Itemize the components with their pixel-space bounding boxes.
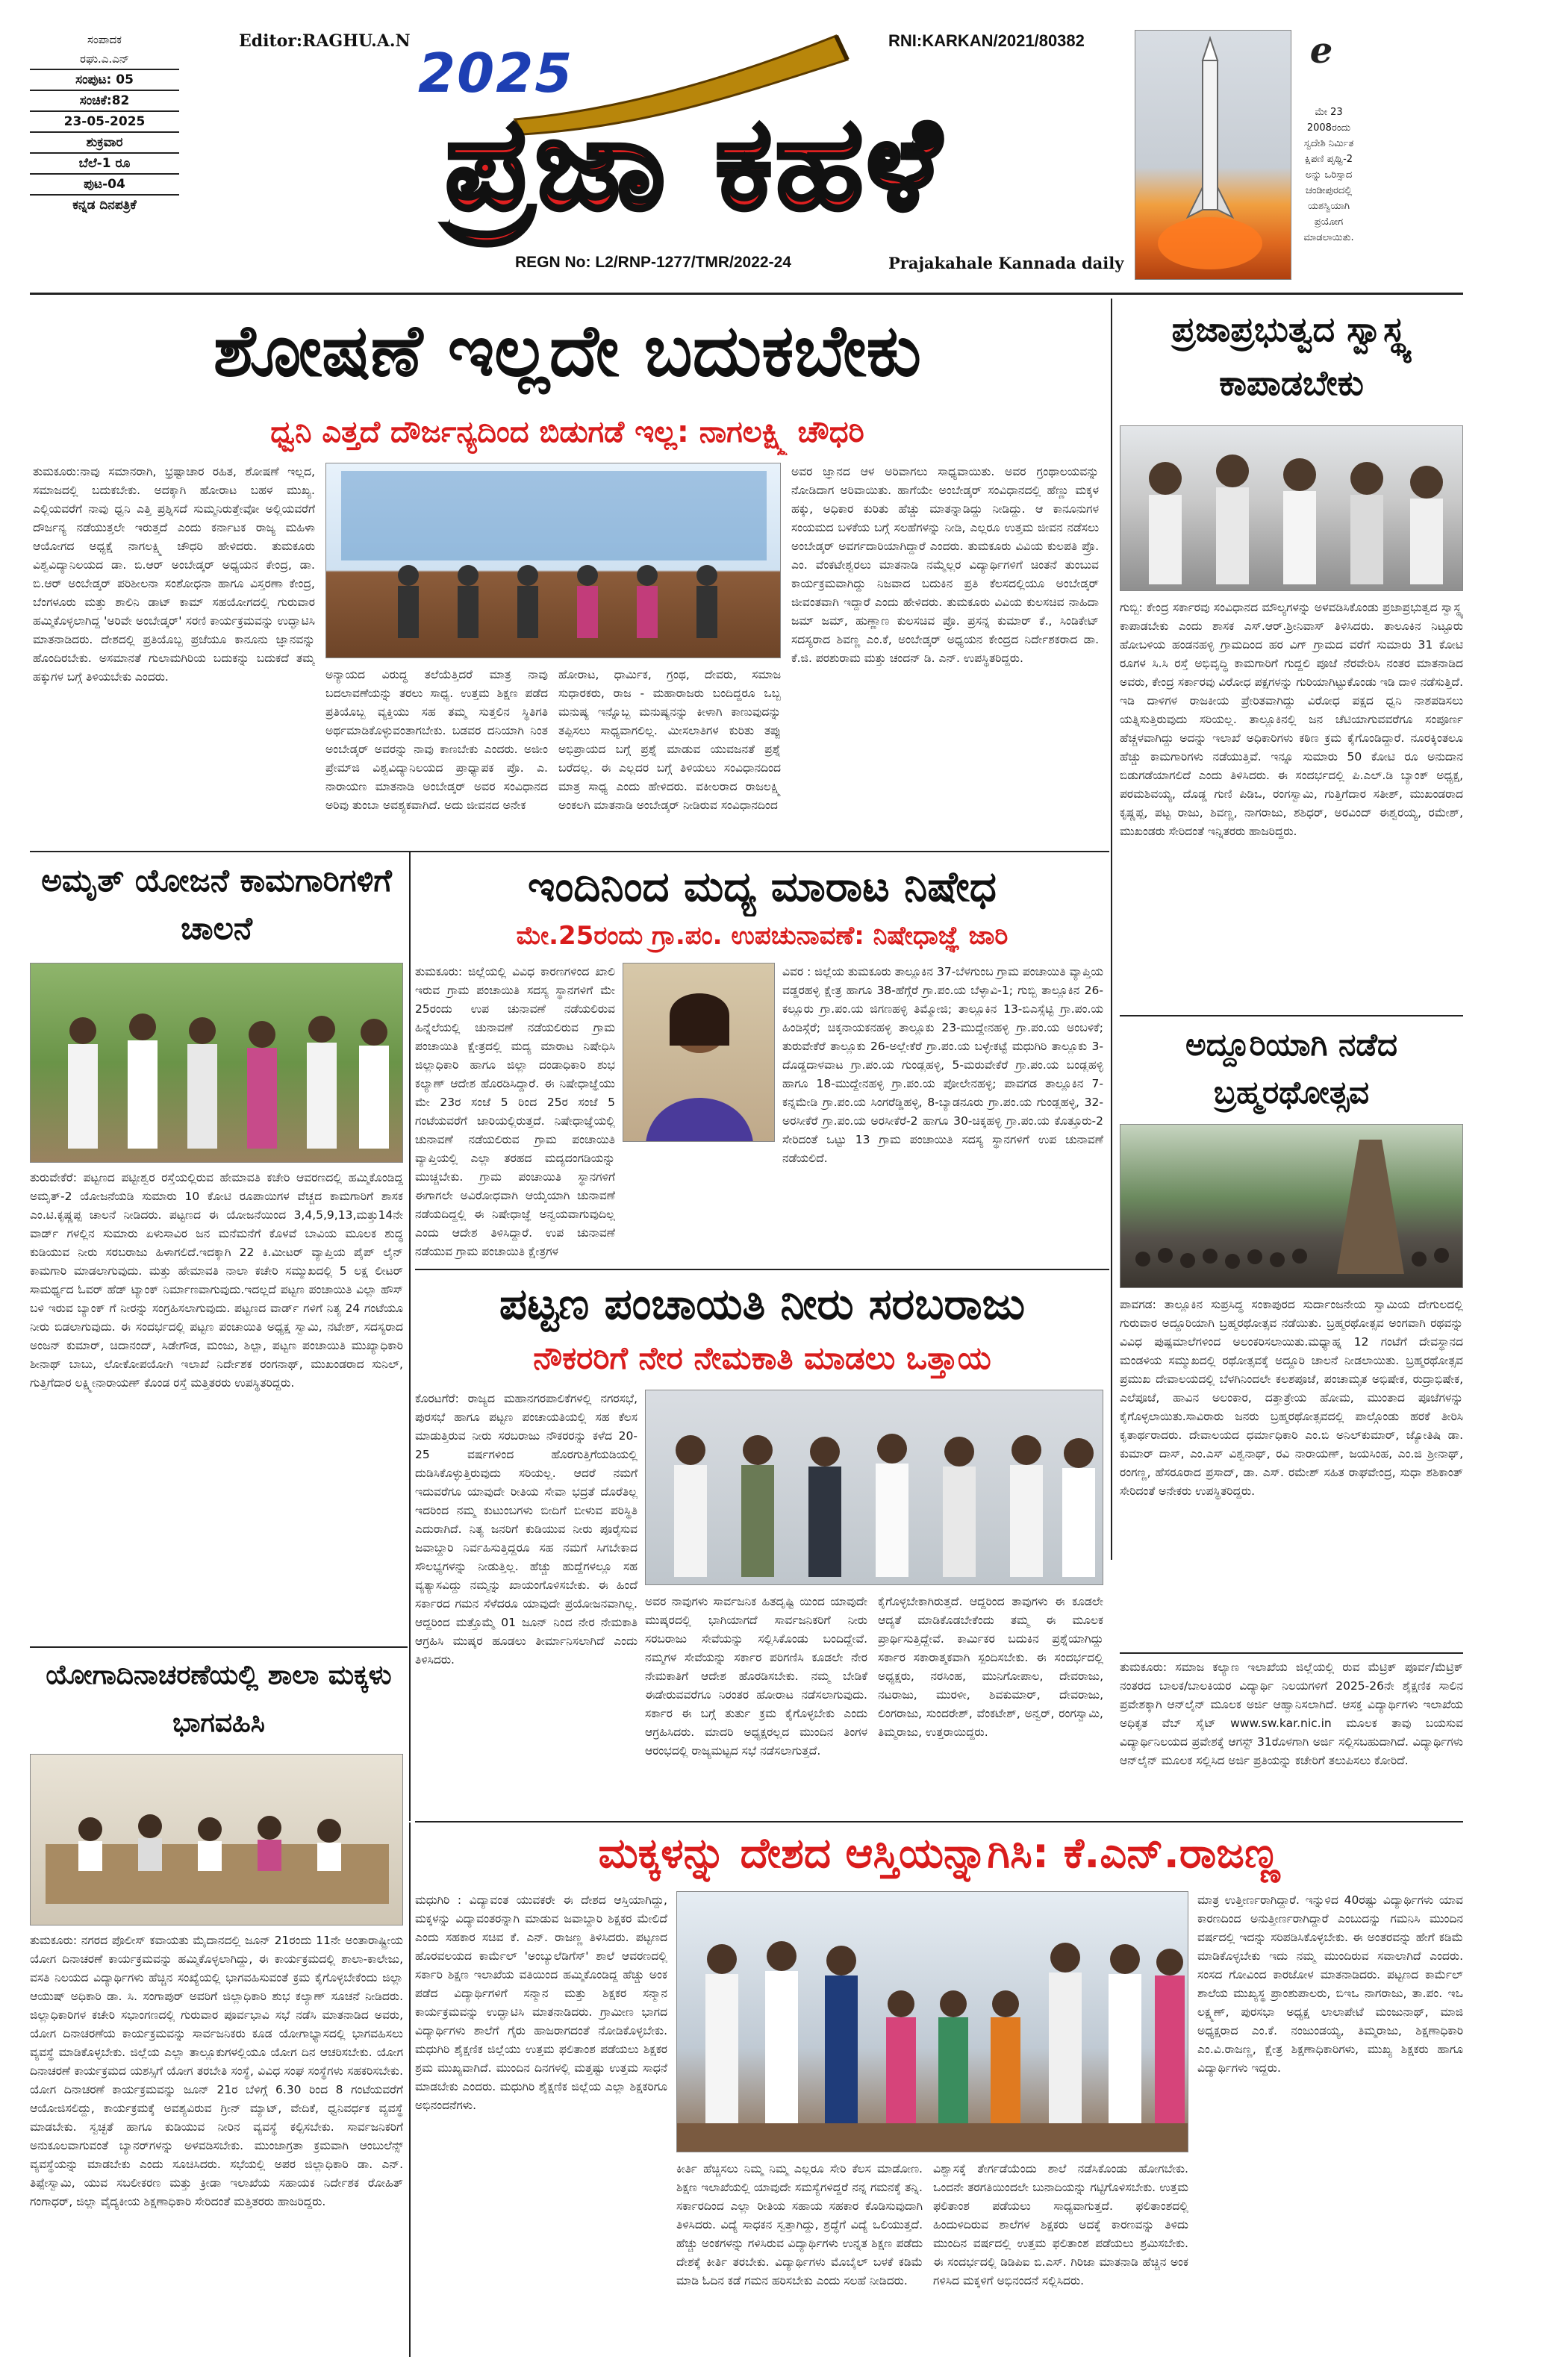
children-top-rule bbox=[415, 1821, 1463, 1823]
lead-subhead: ಧ್ವನಿ ಎತ್ತದೆ ದೌರ್ಜನ್ಯದಿಂದ ಬಿಡುಗಡೆ ಇಲ್ಲ: ನಾಗಲಕ್ಷ್ಮಿ ಚೌಧರಿ bbox=[270, 415, 864, 449]
children-col-1: ಮಧುಗಿರಿ : ವಿದ್ಯಾವಂತ ಯುವಕರೇ ಈ ದೇಶದ ಆಸ್ತಿಯಾಗಿದ್ದು, ಮಕ್ಕಳನ್ನು ವಿದ್ಯಾವಂತರನ್ನಾಗಿ ಮಾಡುವ ಜವಾಬ್ದಾರಿ ಶಿಕ್ಷಕರ ಮೇಲಿದೆ ಎಂದು ಸಹಕಾರ ಸಚಿವ ಕೆ. ಎನ್. ರಾಜಣ್ಣ ತಿಳಿಸಿದರು. ಪಟ್ಟಣದ ಹೊರವಲಯದ ಕಾರ್ಮೆಲ್ 'ಅಂಬ್ಯುಲೆಡಿಗೆಸ್' ಶಾಲೆ ಆವರಣದಲ್ಲಿ ಸರ್ಕಾರಿ ಶಿಕ್ಷಣ ಇಲಾಖೆಯ ವತಿಯಿಂದ ಹಮ್ಮಿಕೊಂಡಿದ್ದ ಹೆಚ್ಚು ಅಂಕ ಪಡೆದ ವಿದ್ಯಾರ್ಥಿಗಳಿಗೆ ಸನ್ಮಾನ ಮತ್ತು ಶಿಕ್ಷಕರ ಸನ್ಮಾನ ಕಾರ್ಯಕ್ರಮವನ್ನು ಉದ್ಘಾಟಿಸಿ ಮಾತನಾಡಿದರು. ಗ್ರಾಮೀಣ ಭಾಗದ ವಿದ್ಯಾರ್ಥಿಗಳು ಶಾಲೆಗೆ ಗೈರು ಹಾಜರಾಗದಂತೆ ನೋಡಿಕೊಳ್ಳಬೇಕು. ಮಧುಗಿರಿ ಶೈಕ್ಷಣಿಕ ಜಿಲ್ಲೆಯು ಉತ್ತಮ ಫಲಿತಾಂಶ ಪಡೆಯಲು ಶಿಕ್ಷಕರ ಶ್ರಮ ಮುಖ್ಯವಾಗಿದೆ. ಮುಂದಿನ ದಿನಗಳಲ್ಲಿ ಮತ್ತಷ್ಟು ಉತ್ತಮ ಸಾಧನೆ ಮಾಡಬೇಕು ಎಂದರು. ಮಧುಗಿರಿ ಶೈಕ್ಷಣಿಕ ಜಿಲ್ಲೆಯ ಎಲ್ಲಾ ಶಿಕ್ಷಕರಿಗೂ ಅಭಿನಂದನೆಗಳು. bbox=[415, 1893, 667, 2112]
amrut-right-rule bbox=[409, 851, 411, 1821]
registration-number: REGN No: L2/RNP-1277/TMR/2022-24 bbox=[515, 254, 791, 271]
yoga-photo bbox=[30, 1754, 403, 1925]
missile-icon bbox=[1135, 31, 1291, 280]
festival-headline: ಅದ್ದೂರಿಯಾಗಿ ನಡೆದ ಬ್ರಹ್ಮರಥೋತ್ಸವ bbox=[1185, 1026, 1397, 1111]
yoga-body: ತುಮಕೂರು: ನಗರದ ಪೊಲೀಸ್ ಕವಾಯತು ಮೈದಾನದಲ್ಲಿ ಜೂನ್ 21ರಂದು 11ನೇ ಅಂತಾರಾಷ್ಟ್ರೀಯ ಯೋಗ ದಿನಾಚರಣೆ ಕಾರ್ಯಕ್ರಮವನ್ನು ಹಮ್ಮಿಕೊಳ್ಳಲಾಗಿದ್ದು, ಈ ಕಾರ್ಯಕ್ರಮದಲ್ಲಿ ಶಾಲಾ-ಕಾಲೇಜು, ವಸತಿ ನಿಲಯದ ವಿದ್ಯಾರ್ಥಿಗಳು ಹೆಚ್ಚಿನ ಸಂಖ್ಯೆಯಲ್ಲಿ ಭಾಗವಹಿಸುವಂತೆ ಕ್ರಮ ಕೈಗೊಳ್ಳಬೇಕೆಂದು ಜಿಲ್ಲಾ ಆಯುಷ್ ಅಧಿಕಾರಿ ಡಾ. ಸಿ. ಸಂಗಾಪುರ್ ಅವರಿಗೆ ಜಿಲ್ಲಾಧಿಕಾರಿ ಶುಭ ಕಲ್ಯಾಣ್ ಸೂಚನೆ ನೀಡಿದರು. ಜಿಲ್ಲಾಧಿಕಾರಿಗಳ ಕಚೇರಿ ಸಭಾಂಗಣದಲ್ಲಿ ಗುರುವಾರ ಪೂರ್ವಭಾವಿ ಸಭೆ ನಡೆಸಿ ಮಾತನಾಡಿದ ಅವರು, ಯೋಗ ದಿನಾಚರಣೆಯ ಕಾರ್ಯಕ್ರಮವನ್ನು ಸಾರ್ವಜನಿಕರು ಕೂಡ ಯೋಗಾಭ್ಯಾಸದಲ್ಲಿ ಭಾಗವಹಿಸಲು ವ್ಯವಸ್ಥೆ ಮಾಡಿಕೊಳ್ಳಬೇಕು. ಜಿಲ್ಲೆಯ ಎಲ್ಲಾ ತಾಲ್ಲೂಕುಗಳಲ್ಲಿಯೂ ಯೋಗ ದಿನ ಆಚರಿಸಬೇಕು. ಯೋಗ ದಿನಾಚರಣೆ ಕಾರ್ಯಕ್ರಮದ ಯಶಸ್ಸಿಗೆ ಯೋಗ ತರಬೇತಿ ಸಂಸ್ಥೆ, ವಿವಿಧ ಸಂಘ ಸಂಸ್ಥೆಗಳು ಸಹಕರಿಸಬೇಕು. ಯೋಗ ದಿನಾಚರಣೆ ಕಾರ್ಯಕ್ರಮವನ್ನು ಜೂನ್ 21ರ ಬೆಳಿಗ್ಗೆ 6.30 ರಿಂದ 8 ಗಂಟೆಯವರೆಗೆ ಆಯೋಜಿಸಲಿದ್ದು, ಕಾರ್ಯಕ್ರಮಕ್ಕೆ ಅವಶ್ಯವಿರುವ ಗ್ರೀನ್ ಮ್ಯಾಟ್, ವೇದಿಕೆ, ಧ್ವನಿವರ್ಧಕ ವ್ಯವಸ್ಥೆ ಮಾಡಬೇಕು. ಸ್ವಚ್ಛತೆ ಹಾಗೂ ಕುಡಿಯುವ ನೀರಿನ ವ್ಯವಸ್ಥೆ ಕಲ್ಪಿಸಬೇಕು. ಸಾರ್ವಜನಿಕರಿಗೆ ಅನುಕೂಲವಾಗುವಂತೆ ಬ್ಯಾನರ್‌ಗಳನ್ನು ಅಳವಡಿಸಬೇಕು. ಮುಂಜಾಗ್ರತಾ ಕ್ರಮವಾಗಿ ಆಂಬುಲೆನ್ಸ್ ವ್ಯವಸ್ಥೆಯನ್ನು ಮಾಡಬೇಕು ಎಂದು ಸೂಚಿಸಿದರು. ಸಭೆಯಲ್ಲಿ ಅಪರ ಜಿಲ್ಲಾಧಿಕಾರಿ ಡಾ. ಎನ್. ತಿಪ್ಪೇಸ್ವಾಮಿ, ಯುವ ಸಬಲೀಕರಣ ಮತ್ತು ಕ್ರೀಡಾ ಇಲಾಖೆಯ ಸಹಾಯಕ ನಿರ್ದೇಶಕ ರೋಹಿತ್ ಗಂಗಾಧರ್, ಜಿಲ್ಲಾ ವೈದ್ಯಕೀಯ ಶಿಕ್ಷಣಾಧಿಕಾರಿ ಸೇರಿದಂತೆ ಮತ್ತಿತರರು ಹಾಜರಿದ್ದರು. bbox=[30, 1934, 403, 2208]
history-note: ಮೇ 23 2008ರಂದು ಸ್ವದೇಶಿ ನಿರ್ಮಿತ ಕ್ಷಿಪಣಿ ಪೃಥ್ವಿ-2 ಅನ್ನು ಒರಿಸ್ಸಾದ ಚಂಡೀಪುರದಲ್ಲಿ ಯಶಸ್ವಿಯಾಗಿ ಪ್ರಯೋಗ ಮಾಡಲಾಯಿತು. bbox=[1303, 107, 1354, 243]
festival-body: ಪಾವಗಡ: ತಾಲ್ಲೂಕಿನ ಸುಪ್ರಸಿದ್ಧ ಸಂಕಾಪುರದ ಸುರ್ದಾಂಜನೇಯ ಸ್ವಾಮಿಯ ದೇಗುಲದಲ್ಲಿ ಗುರುವಾರ ಅದ್ದೂರಿಯಾಗಿ ಬ್ರಹ್ಮರಥೋತ್ಸವ ನಡೆಯಿತು. ಬ್ರಹ್ಮರಥೋತ್ಸವ ಅಂಗವಾಗಿ ರಥವನ್ನು ವಿವಿಧ ಪುಷ್ಪಮಾಲೆಗಳಿಂದ ಅಲಂಕರಿಸಲಾಯಿತು.ಮಧ್ಯಾಹ್ನ 12 ಗಂಟೆಗೆ ದೇವಸ್ಥಾನದ ಮಂಡಳಿಯ ಸಮ್ಮುಖದಲ್ಲಿ ರಥೋತ್ಸವಕ್ಕೆ ಅದ್ದೂರಿ ಚಾಲನೆ ನೀಡಲಾಯಿತು. ಬ್ರಹ್ಮರಥೋತ್ಸವ ಪ್ರಮುಖ ದೇವಾಲಯದಲ್ಲಿ ಬೆಳಗಿನಿಂದಲೇ ಕಲಶಪೂಜೆ, ಪಂಚಾಮೃತ ಅಭಿಷೇಕ, ರುದ್ರಾಭಿಷೇಕ, ಎಲೆಪೂಜೆ, ಹಾವಿನ ಅಲಂಕಾರ, ದತ್ತಾತ್ರೇಯ ಹೋಮ, ಮುಂತಾದ ಪೂಜೆಗಳನ್ನು ಕೈಗೊಳ್ಳಲಾಯಿತು.ಸಾವಿರಾರು ಜನರು ಬ್ರಹ್ಮರಥೋತ್ಸವದಲ್ಲಿ ಪಾಲ್ಗೊಂಡು ಹರಕೆ ತೀರಿಸಿ ಕೃತಾರ್ಥರಾದರು. ದೇವಾಲಯದ ಧರ್ಮಾಧಿಕಾರಿ ಎಂ.ಬಿ ಅನಿಲ್‌ಕುಮಾರ್, ಜ್ಯೋತಿಷಿ ಡಾ. ಕುಮಾರ್ ದಾಸ್, ಎಂ.ಎಸ್ ವಿಶ್ವನಾಥ್, ರವಿ ನಾರಾಯಣ್, ಜಯಸಿಂಹ, ಎಂ.ಜಿ ಶ್ರೀನಾಥ್, ರಂಗಣ್ಣ, ಹೆಸರೂರಾದ ಪ್ರಸಾದ್, ಡಾ. ಎಸ್. ರಮೇಶ್ ಸಹಿತ ರಾಘವೇಂದ್ರ, ಸುಧಾ ಶಶಿಕಾಂತ್ ಸೇರಿದಂತೆ ಅನೇಕರು ಉಪಸ್ಥಿತರಿದ್ದರು. bbox=[1120, 1298, 1463, 1498]
water-subhead: ನೌಕರರಿಗೆ ನೇರ ನೇಮಕಾತಿ ಮಾಡಲು ಒತ್ತಾಯ bbox=[533, 1340, 991, 1376]
amrut-photo bbox=[30, 963, 403, 1163]
rocket-photo bbox=[1135, 30, 1291, 280]
editor-label: ಸಂಪಾದಕ bbox=[87, 33, 122, 46]
water-col-1: ಕೊರಟಗೆರೆ: ರಾಜ್ಯದ ಮಹಾನಗರಪಾಲಿಕೆಗಳಲ್ಲಿ ನಗರಸಭೆ, ಪುರಸಭೆ ಹಾಗೂ ಪಟ್ಟಣ ಪಂಚಾಯತಿಯಲ್ಲಿ ಸಹ ಕೆಲಸ ಮಾಡುತ್ತಿರುವ ನೀರು ಸರಬರಾಜು ನೌಕರರನ್ನು ಕಳೆದ 20-25 ವರ್ಷಗಳಿಂದ ಹೊರಗುತ್ತಿಗೆಯಡಿಯಲ್ಲಿ ದುಡಿಸಿಕೊಳ್ಳುತ್ತಿರುವುದು ಸರಿಯಲ್ಲ. ಆದರೆ ನಮಗೆ ಇದುವರೆಗೂ ಯಾವುದೇ ರೀತಿಯ ಸೇವಾ ಭದ್ರತೆ ದೊರೆತಿಲ್ಲ ಇದರಿಂದ ನಮ್ಮ ಕುಟುಂಬಗಳು ಬೀದಿಗೆ ಬೀಳುವ ಪರಿಸ್ಥಿತಿ ಎದುರಾಗಿದೆ. ನಿತ್ಯ ಜನರಿಗೆ ಕುಡಿಯುವ ನೀರು ಪೂರೈಸುವ ಜವಾಬ್ದಾರಿ ನಿರ್ವಹಿಸುತ್ತಿದ್ದರೂ ಸಹ ನಮಗೆ ಸಿಗಬೇಕಾದ ಸೌಲಭ್ಯಗಳನ್ನು ನೀಡುತ್ತಿಲ್ಲ. ಹೆಚ್ಚು ಹುದ್ದೆಗಳಲ್ಲೂ ಸಹ ವ್ಯತ್ಯಾಸವಿದ್ದು ನಮ್ಮನ್ನು ಖಾಯಂಗೊಳಿಸಬೇಕು. ಈ ಹಿಂದೆ ಸರ್ಕಾರದ ಗಮನ ಸೆಳೆದರೂ ಯಾವುದೇ ಪ್ರಯೋಜನವಾಗಿಲ್ಲ. ಆದ್ದರಿಂದ ಮತ್ತೊಮ್ಮೆ 01 ಜೂನ್ ನಿಂದ ನೇರ ನೇಮಕಾತಿ ಆಗ್ರಹಿಸಿ ಮುಷ್ಕರ ಹೂಡಲು ತೀರ್ಮಾನಿಸಲಾಗಿದೆ ಎಂದು ತಿಳಿಸಿದರು. bbox=[415, 1392, 638, 1667]
health-photo bbox=[1120, 425, 1463, 591]
lead-col-2: ಅನ್ಯಾಯದ ವಿರುದ್ಧ ತಲೆಯೆತ್ತಿದರೆ ಮಾತ್ರ ನಾವು ಬದಲಾವಣೆಯನ್ನು ತರಲು ಸಾಧ್ಯ. ಉತ್ತಮ ಶಿಕ್ಷಣ ಪಡೆದ ಪ್ರತಿಯೊಬ್ಬ ವ್ಯಕ್ತಿಯು ಸಹ ತಮ್ಮ ಸುತ್ತಲಿನ ಸ್ಥಿತಿಗತಿ ಅರ್ಥಮಾಡಿಕೊಳ್ಳುವಂತಾಗಬೇಕು. ಬಡವರ ದನಿಯಾಗಿ ನಿಂತ ಅಂಬೇಡ್ಕರ್ ಅವರನ್ನು ನಾವು ಕಾಣಬೇಕು ಎಂದರು. ಅಜೀಂ ಪ್ರೇಮ್‌ಜಿ ವಿಶ್ವವಿದ್ಯಾನಿಲಯದ ಪ್ರಾಧ್ಯಾಪಕ ಪ್ರೊ. ಎ. ನಾರಾಯಣ ಮಾತನಾಡಿ ಅಂಬೇಡ್ಕರ್ ಅವರ ಸಂವಿಧಾನದ ಅರಿವು ತುಂಬಾ ಅವಶ್ಯಕವಾಗಿದೆ. ಅದು ಜೀವನದ ಅನೇಕ bbox=[325, 668, 548, 812]
collector-photo bbox=[623, 963, 775, 1142]
issue-info bbox=[30, 30, 179, 269]
lead-col-4: ಅವರ ಜ್ಞಾನದ ಆಳ ಅರಿವಾಗಲು ಸಾಧ್ಯವಾಯಿತು. ಅವರ ಗ್ರಂಥಾಲಯವನ್ನು ನೋಡಿದಾಗ ಅರಿವಾಯಿತು. ಹಾಗೆಯೇ ಅಂಬೇಡ್ಕರ್ ಸಂವಿಧಾನದಲ್ಲಿ ಹೆಣ್ಣು ಮಕ್ಕಳ ಹಕ್ಕು, ಅಧಿಕಾರ ಕುರಿತು ಹೆಚ್ಚು ಮಾತನ್ನಾಡಿದ್ದು ನೀಡಿದ್ದು. ಆ ಕಾನೂನುಗಳ ಸಂಯಮದ ಬಳಕೆಯ ಬಗ್ಗೆ ಸಲಹೆಗಳನ್ನು ನೀಡಿ, ಎಲ್ಲರೂ ಉತ್ತಮ ಜೀವನ ನಡೆಸಲು ಅಂಬೇಡ್ಕರ್ ಅವರ್ಗದಾರಿಯಾಗಿದ್ದಾರೆ ಎಂದರು. ತುಮಕೂರು ವಿವಿಯ ಕುಲಪತಿ ಪ್ರೊ. ಎಂ. ವೆಂಕಟೇಶ್ವರಲು ಮಾತನಾಡಿ ನಮ್ಮೆಲ್ಲರ ವಿದ್ಯಾರ್ಥಿಗಳಿಗೆ ಚಿಂತನೆ ತುಂಬುವ ಕಾರ್ಯಕ್ರಮವಾಗಿದ್ದು ನಿಜವಾದ ಬದುಕಿನ ಪ್ರತಿ ಕೆಲಸದಲ್ಲಿಯೂ ಅಂಬೇಡ್ಕರ್ ಜೀವಂತವಾಗಿ ಇದ್ದಾರೆ ಎಂದು ಹೇಳಿದರು. ತುಮಕೂರು ವಿವಿಯ ಕುಲಸಚಿವ ನಾಹಿದಾ ಜಮ್ ಜಮ್, ಹುಣ್ಣಾಣ ಕುಲಸಚಿವ ಪ್ರೊ. ಪ್ರಸನ್ನ ಕುಮಾರ್ ಕೆ., ಸಿಂಡಿಕೇಟ್ ಸದಸ್ಯರಾದ ಶಿವಣ್ಣ ಎಂ.ಕೆ, ಅಂಬೇಡ್ಕರ್ ಅಧ್ಯಯನ ಕೇಂದ್ರದ ನಿರ್ದೇಶಕರಾದ ಡಾ. ಕೆ.ಜಿ. ಪರಶುರಾಮ ಮತ್ತು ಚಂದನ್ ಡಿ. ಎನ್. ಉಪಸ್ಥಿತರಿದ್ದರು. bbox=[791, 465, 1099, 665]
hostel-rule bbox=[1120, 1652, 1463, 1654]
health-headline: ಪ್ರಜಾಪ್ರಭುತ್ವದ ಸ್ವಾಸ್ಥ್ಯ ಕಾಪಾಡಬೇಕು bbox=[1171, 309, 1412, 403]
water-photo bbox=[645, 1390, 1103, 1585]
children-col-3: ವಿಶ್ವಾಸಕ್ಕೆ ತೇರ್ಗಡೆಯೆಂದು ಶಾಲೆ ನಡೆಸಿಕೊಂಡು ಹೋಗಬೇಕು. ಒಂದನೇ ತರಗತಿಯಿಂದಲೇ ಬುನಾದಿಯನ್ನು ಗಟ್ಟಿಗೊಳಿಸಬೇಕು. ಉತ್ತಮ ಫಲಿತಾಂಶ ಪಡೆಯಲು ಸಾಧ್ಯವಾಗುತ್ತದೆ. ಫಲಿತಾಂಶದಲ್ಲಿ ಹಿಂದುಳಿದಿರುವ ಶಾಲೆಗಳ ಶಿಕ್ಷಕರು ಅದಕ್ಕೆ ಕಾರಣವನ್ನು ತಿಳಿದು ಮುಂದಿನ ವರ್ಷದಲ್ಲಿ ಉತ್ತಮ ಫಲಿತಾಂಶ ಪಡೆಯಲು ಶ್ರಮಿಸಬೇಕು. ಈ ಸಂದರ್ಭದಲ್ಲಿ ಡಿಡಿಪಿಐ ಬಿ.ಎಸ್. ಗಿರಿಜಾ ಮಾತನಾಡಿ ಹೆಚ್ಚಿನ ಅಂಕ ಗಳಿಸಿದ ಮಕ್ಕಳಿಗೆ ಅಭಿನಂದನೆ ಸಲ್ಲಿಸಿದರು. bbox=[933, 2162, 1188, 2287]
festival-top-rule bbox=[1120, 1015, 1463, 1016]
children-col-2: ಕೀರ್ತಿ ಹೆಚ್ಚಿಸಲು ನಿಮ್ಮ ನಿಮ್ಮ ಎಲ್ಲರೂ ಸೇರಿ ಕೆಲಸ ಮಾಡೋಣ. ಶಿಕ್ಷಣ ಇಲಾಖೆಯಲ್ಲಿ ಯಾವುದೇ ಸಮಸ್ಯೆಗಳಿದ್ದರೆ ನನ್ನ ಗಮನಕ್ಕೆ ತನ್ನಿ. ಸರ್ಕಾರದಿಂದ ಎಲ್ಲಾ ರೀತಿಯ ಸಹಾಯ ಸಹಕಾರ ಕೊಡಿಸುವುದಾಗಿ ತಿಳಿಸಿದರು. ವಿದ್ಯೆ ಸಾಧಕನ ಸ್ವತ್ತಾಗಿದ್ದು, ಶ್ರದ್ಧೆಗೆ ವಿದ್ಯೆ ಒಲಿಯುತ್ತದೆ. ಹೆಚ್ಚು ಅಂಕಗಳನ್ನು ಗಳಿಸಿರುವ ವಿದ್ಯಾರ್ಥಿಗಳು ಉನ್ನತ ಶಿಕ್ಷಣ ಪಡೆದು ದೇಶಕ್ಕೆ ಕೀರ್ತಿ ತರಬೇಕು. ವಿದ್ಯಾರ್ಥಿಗಳು ಮೊಬೈಲ್ ಬಳಕೆ ಕಡಿಮೆ ಮಾಡಿ ಓದಿನ ಕಡೆ ಗಮನ ಹರಿಸಬೇಕು ಎಂದು ಸಲಹೆ ನೀಡಿದರು. bbox=[676, 2162, 923, 2287]
tagline: Prajakahale Kannada daily bbox=[888, 254, 1124, 272]
festival-photo bbox=[1120, 1124, 1463, 1288]
water-headline: ಪಟ್ಟಣ ಪಂಚಾಯತಿ ನೀರು ಸರಬರಾಜು bbox=[499, 1278, 1026, 1329]
lead-headline: ಶೋಷಣೆ ಇಲ್ಲದೇ ಬದುಕಬೇಕು bbox=[213, 308, 922, 393]
liquor-subhead: ಮೇ.25ರಂದು ಗ್ರಾ.ಪಂ. ಉಪಚುನಾವಣೆ: ನಿಷೇಧಾಜ್ಞೆ ಜಾರಿ bbox=[516, 921, 1009, 951]
year-badge: 2025 bbox=[418, 42, 574, 104]
lead-event-photo bbox=[325, 463, 781, 658]
amrut-headline: ಅಮೃತ್ ಯೋಜನೆ ಕಾಮಗಾರಿಗಳಿಗೆ ಚಾಲನೆ bbox=[41, 862, 392, 946]
amrut-top-rule bbox=[30, 851, 1109, 852]
weekday: ಶುಕ್ರವಾರ bbox=[30, 133, 179, 154]
volume: ಸಂಪುಟ: 05 bbox=[30, 70, 179, 91]
yoga-top-rule bbox=[30, 1646, 408, 1648]
paper-title: ಪ್ರಜಾ ಕಹಳೆ bbox=[445, 90, 944, 238]
liquor-headline: ಇಂದಿನಿಂದ ಮದ್ಯ ಮಾರಾಟ ನಿಷೇಧ bbox=[528, 862, 997, 911]
children-photo bbox=[676, 1891, 1188, 2152]
liquor-col-2: ವಿವರ : ಜಿಲ್ಲೆಯ ತುಮಕೂರು ತಾಲ್ಲೂಕಿನ 37-ಬೆಳಗುಂಬ ಗ್ರಾಮ ಪಂಚಾಯಿತಿ ವ್ಯಾಪ್ತಿಯ ವಡ್ಡರಹಳ್ಳಿ ಕ್ಷೇತ್ರ ಹಾಗೂ 38-ಹೆಗ್ಗೆರೆ ಗ್ರಾ.ಪಂ.ಯ ಬೆಳ್ಳಾವಿ-1; ಗುಬ್ಬಿ ತಾಲ್ಲೂಕಿನ 26-ಕಲ್ಲೂರು ಗ್ರಾ.ಪಂ.ಯ ಜಿಗಣಹಳ್ಳಿ ತಿಮ್ಮೋಜಿ; ತಾಲ್ಲೂಕಿನ 13-ಬಿಎಸ್ಸೆಟ್ಟಿ ಗ್ರಾ.ಪಂ.ಯ ಹಿಂಡಿಸ್ಗೆರೆ; ಚಿಕ್ಕನಾಯಕನಹಳ್ಳಿ ತಾಲ್ಲೂಕು 23-ಮುದ್ದೇನಹಳ್ಳಿ ಗ್ರಾ.ಪಂ.ಯ ಅಂಬಳಿಕೆ; ತುರುವೇಕೆರೆ ತಾಲ್ಲೂಕು 26-ಅಲ್ಲೇಕೆರೆ ಗ್ರಾ.ಪಂ.ಯ ಬಳ್ಳೇಕಟ್ಟೆ ಮಧುಗಿರಿ ತಾಲ್ಲೂಕು 3-ದೊಡ್ಡದಾಳವಾಟ ಗ್ರಾ.ಪಂ.ಯ ಗುಂಡ್ಲಹಳ್ಳಿ, 5-ಮರುವೇಕೆರೆ ಗ್ರಾ.ಪಂ.ಯ ಬಂಡ್ಲಹಳ್ಳಿ ಹಾಗೂ 18-ಮುದ್ದೇನಹಳ್ಳಿ ಗ್ರಾ.ಪಂ.ಯ ಪೋಲೇನಹಳ್ಳಿ; ಪಾವಗಡ ತಾಲ್ಲೂಕಿನ 7-ಕನ್ನಮೇಡಿ ಗ್ರಾ.ಪಂ.ಯ ಸಿಂಗರೆಡ್ಡಿಹಳ್ಳಿ, 8-ಬ್ಯಾಡನೂರು ಗ್ರಾ.ಪಂ.ಯ ಗುಂಡ್ಲಹಳ್ಳಿ, 32-ಅರಸೀಕೆರೆ ಗ್ರಾ.ಪಂ.ಯ ಅರಸೀಕೆರೆ-2 ಹಾಗೂ 30-ಚಿಕ್ಕಹಳ್ಳಿ ಗ್ರಾ.ಪಂ.ಯ ಕೊತ್ತೂರು-2 ಸೇರಿದಂತೆ ಒಟ್ಟು 13 ಗ್ರಾಮ ಪಂಚಾಯಿತಿ ಸದಸ್ಯ ಸ್ಥಾನಗಳಿಗೆ ಉಪ ಚುನಾವಣೆ ನಡೆಯಲಿದೆ. bbox=[782, 965, 1103, 1165]
lead-col-3: ಹೋರಾಟ, ಧಾರ್ಮಿಕ, ಗ್ರಂಥ, ದೇವರು, ಸಮಾಜ ಸುಧಾರಕರು, ರಾಜ - ಮಹಾರಾಜರು ಬಂದಿದ್ದರೂ ಒಬ್ಬ ಮನುಷ್ಯ ಇನ್ನೊಬ್ಬ ಮನುಷ್ಯನನ್ನು ಕೀಳಾಗಿ ಕಾಣುವುದನ್ನು ತಪ್ಪಿಸಲು ಸಾಧ್ಯವಾಗಲಿಲ್ಲ. ಮೀಸಲಾತಿಗಳ ಕುರಿತು ತಪ್ಪು ಅಭಿಪ್ರಾಯದ ಬಗ್ಗೆ ಪ್ರಶ್ನೆ ಮಾಡುವ ಯುವಜನತೆ ಪ್ರಶ್ನೆ ಬರೆದಲ್ಲ. ಈ ಎಲ್ಲದರ ಬಗ್ಗೆ ತಿಳಿಯಲು ಸಂವಿಧಾನದಿಂದ ಮಾತ್ರ ಸಾಧ್ಯ ಎಂದು ಹೇಳಿದರು. ವಕೀಲರಾದ ರಾಜಲಕ್ಷ್ಮಿ ಅಂಕಲಗಿ ಮಾತನಾಡಿ ಅಂಬೇಡ್ಕರ್ ನೀಡಿರುವ ಸಂವಿಧಾನದಿಂದ bbox=[558, 668, 781, 812]
rni-number: RNI:KARKAN/2021/80382 bbox=[888, 31, 1085, 50]
price: ಬೆಲೆ-1 ರೂ bbox=[30, 154, 179, 175]
hostel-notice: ತುಮಕೂರು: ಸಮಾಜ ಕಲ್ಯಾಣ ಇಲಾಖೆಯ ಜಿಲ್ಲೆಯಲ್ಲಿ ರುವ ಮೆಟ್ರಿಕ್ ಪೂರ್ವ/ಮೆಟ್ರಿಕ್ ನಂತರದ ಬಾಲಕ/ಬಾಲಕಿಯರ ವಿದ್ಯಾರ್ಥಿ ನಿಲಯಗಳಿಗೆ 2025-26ನೇ ಶೈಕ್ಷಣಿಕ ಸಾಲಿನ ಪ್ರವೇಶಕ್ಕಾಗಿ ಆನ್‌ಲೈನ್ ಮೂಲಕ ಅರ್ಜಿ ಆಹ್ವಾನಿಸಲಾಗಿದೆ. ಆಸಕ್ತ ವಿದ್ಯಾರ್ಥಿಗಳು ಇಲಾಖೆಯ ಅಧಿಕೃತ ವೆಬ್ ಸೈಟ್ www.sw.kar.nic.in ಮೂಲಕ ತಾವು ಬಯಸುವ ವಿದ್ಯಾರ್ಥಿನಿಲಯದ ಪ್ರವೇಶಕ್ಕೆ ಆಗಸ್ಟ್ 31ರೊಳಗಾಗಿ ಅರ್ಜಿ ಸಲ್ಲಿಸಬಹುದಾಗಿದೆ. ವಿದ್ಯಾರ್ಥಿಗಳು ಆನ್‌ಲೈನ್ ಮೂಲಕ ಸಲ್ಲಿಸಿದ ಅರ್ಜಿ ಪ್ರತಿಯನ್ನು ಕಚೇರಿಗೆ ತಲುಪಿಸಲು ಕೋರಿದೆ. bbox=[1120, 1661, 1463, 1767]
issue-date: 23-05-2025 bbox=[30, 112, 179, 133]
lead-col-1: ತುಮಕೂರು:ನಾವು ಸಮಾನರಾಗಿ, ಭ್ರಷ್ಟಾಚಾರ ರಹಿತ, ಶೋಷಣೆ ಇಲ್ಲದ, ಸಮಾಜದಲ್ಲಿ ಬದುಕಬೇಕು. ಅದಕ್ಕಾಗಿ ಹೋರಾಟ ಬಹಳ ಮುಖ್ಯ. ಎಲ್ಲಿಯವರೆಗೆ ನಾವು ಧ್ವನಿ ಎತ್ತಿ ಪ್ರಶ್ನಿಸದೆ ಸುಮ್ಮನಿರುತ್ತೇವೋ ಅಲ್ಲಿಯವರೆಗೆ ದೌರ್ಜನ್ಯ ನಡೆಯುತ್ತಲೇ ಇರುತ್ತದೆ ಎಂದು ಕರ್ನಾಟಕ ರಾಜ್ಯ ಮಹಿಳಾ ಆಯೋಗದ ಅಧ್ಯಕ್ಷೆ ನಾಗಲಕ್ಷ್ಮಿ ಚೌಧರಿ ಹೇಳಿದರು. ತುಮಕೂರು ವಿಶ್ವವಿದ್ಯಾನಿಲಯದ ಡಾ. ಬಿ.ಆರ್ ಅಂಬೇಡ್ಕರ್ ಅಧ್ಯಯನ ಕೇಂದ್ರ, ಡಾ. ಬಿ.ಆರ್ ಅಂಬೇಡ್ಕರ್ ಪರಿಶೀಲನಾ ಸಂಶೋಧನಾ ಹಾಗೂ ವಿಸ್ತರಣಾ ಕೇಂದ್ರ, ಬೆಂಗಳೂರು ಮತ್ತು ಶಾಲಿನಿ ಡಾಟ್ ಕಾಮ್ ಸಹಯೋಗದಲ್ಲಿ ಗುರುವಾರ ಹಮ್ಮಿಕೊಳ್ಳಲಾಗಿದ್ದ 'ಅರಿವೇ ಅಂಬೇಡ್ಕರ್' ಸರಣಿ ಕಾರ್ಯಕ್ರಮವನ್ನು ಉದ್ಘಾಟಿಸಿ ಮಾತನಾಡಿದರು. ದೇಶದಲ್ಲಿ ಪ್ರತಿಯೊಬ್ಬ ಪ್ರಜೆಯೂ ಕಾನೂನು ಜ್ಞಾನವನ್ನು ಹೊಂದಿರಬೇಕು. ಅಸಮಾನತೆ ಗುಲಾಮಗಿರಿಯ ಬದುಕನ್ನು ಬದುಕದೆ ತಮ್ಮ ಹಕ್ಕುಗಳ ಬಗ್ಗೆ ತಿಳಿಯಬೇಕು ಎಂದರು. bbox=[33, 465, 315, 684]
water-top-rule bbox=[415, 1269, 1109, 1270]
amrut-body: ತುರುವೇಕೆರೆ: ಪಟ್ಟಣದ ಪಟ್ಟೀಶ್ವರ ರಸ್ತೆಯಲ್ಲಿರುವ ಹೇಮಾವತಿ ಕಚೇರಿ ಆವರಣದಲ್ಲಿ ಹಮ್ಮಿಕೊಂಡಿದ್ದ ಅಮೃತ್-2 ಯೋಜನೆಯಡಿ ಸುಮಾರು 10 ಕೋಟಿ ರೂಪಾಯಿಗಳ ವೆಚ್ಚದ ಕಾಮಗಾರಿಗೆ ಶಾಸಕ ಎಂ.ಟಿ.ಕೃಷ್ಣಪ್ಪ ಚಾಲನೆ ನೀಡಿದರು. ಪಟ್ಟಣದ ಈ ಯೋಜನೆಯಿಂದ 3,4,5,9,13,ಮತ್ತು14ನೇ ವಾರ್ಡ್ ಗಳಲ್ಲಿನ ಸುಮಾರು ಏಳುಸಾವಿರ ಜನ ಮನೆಮನೆಗೆ ಕೊಳವೆ ಬಾವಿಯ ಮೂಲಕ ಶುದ್ಧ ಕುಡಿಯುವ ನೀರು ಸರಬರಾಜು ಹಿಳಾಗಲಿದೆ.ಇದಕ್ಕಾಗಿ 22 ಕಿ.ಮೀಟರ್ ವ್ಯಾಪ್ತಿಯ ಪೈಪ್ ಲೈನ್ ಕಾಮಗಾರಿ ಮಾಡಲಾಗುವುದು. ಮತ್ತು ಹೇಮಾವತಿ ನಾಲಾ ಕಚೇರಿ ಸಮ್ಮುಖದಲ್ಲಿ 5 ಲಕ್ಷ ಲೀಟರ್ ಸಾಮರ್ಥ್ಯದ ಓವರ್ ಹೆಡ್ ಟ್ಯಾಂಕ್ ನಿರ್ಮಾಣವಾಗುವುದು.ಇದಲ್ಲದೆ ಪಟ್ಟಣ ಪಂಚಾಯಿತಿ ವಿಲ್ಲಾ ಹೌಸ್ ಬಳಿ ಇರುವ ಬ್ಯಾಂಕ್ ಗೆ ನೀರನ್ನು ಸಂಗ್ರಹಿಸಲಾಗುವುದು. ಪಟ್ಟಣದ ವಾರ್ಡ್ ಗಳಿಗೆ ನಿತ್ಯ 24 ಗಂಟೆಯೂ ನೀರು ಬಿಡಲಾಗುವುದು. ಈ ಸಂದರ್ಭದಲ್ಲಿ ಪಟ್ಟಣ ಪಂಚಾಯಿತಿ ಅಧ್ಯಕ್ಷ ಸ್ವಾಮಿ, ನಟೇಶ್, ಸದಸ್ಯರಾದ ಅಂಜನ್ ಕುಮಾರ್, ಚಿದಾನಂದ್, ಸಿಡೇಗೌಡ, ಮಂಜು, ಶಿಲ್ಪಾ, ಪಟ್ಟಣ ಪಂಚಾಯಿತಿ ಮುಖ್ಯಾಧಿಕಾರಿ ಶೀನಾಥ್ ಬಾಬು, ಲೋಕೋಪಯೋಗಿ ಇಲಾಖೆ ನಿರ್ದೇಶಕ ರಂಗನಾಥ್, ಮುಖಂಡರಾದ ಸುನಿಲ್, ಗುತ್ತಿಗೆದಾರ ಲಕ್ಷ್ಮೀನಾರಾಯಣ್ ಕೊಂಡ ರಸ್ತೆ ಮತ್ತಿತರರು ಉಪಸ್ಥಿತರಿದ್ದರು. bbox=[30, 1171, 403, 1390]
issue-number: ಸಂಚಿಕೆ:82 bbox=[30, 91, 179, 112]
page-count: ಪುಟ-04 bbox=[30, 175, 179, 196]
e-paper-badge: e bbox=[1309, 30, 1333, 72]
children-col-4: ಮಾತ್ರ ಉತ್ತೀರ್ಣರಾಗಿದ್ದಾರೆ. ಇನ್ನುಳಿದ 40ರಷ್ಟು ವಿದ್ಯಾರ್ಥಿಗಳು ಯಾವ ಕಾರಣದಿಂದ ಅನುತ್ತೀರ್ಣರಾಗಿದ್ದಾರೆ ಎಂಬುದನ್ನು ಗಮನಿಸಿ ಮುಂದಿನ ವರ್ಷದಲ್ಲಿ ಇದನ್ನು ಸರಿಪಡಿಸಿಕೊಳ್ಳಬೇಕು. ಈ ಅಂತರವನ್ನು ಹೇಗೆ ಕಡಿಮೆ ಮಾಡಿಕೊಳ್ಳಬೇಕು ಇದು ನಮ್ಮ ಮುಂದಿರುವ ಸವಾಲಾಗಿದೆ ಎಂದರು. ಸಂಸದ ಗೋವಿಂದ ಕಾರಜೋಳ ಮಾತನಾಡಿದರು. ಪಟ್ಟಣದ ಕಾರ್ಮೆಲ್ ಶಾಲೆಯ ಮುಖ್ಯಸ್ಥ ಪ್ರಾಂಶುಪಾಲರು, ಬಿಇಒ ನಾಗರಾಜು, ತಾ.ಪಂ. ಇಒ ಲಕ್ಷ್ಮಣ್, ಪುರಸಭಾ ಅಧ್ಯಕ್ಷ ಲಾಲಾಪೇಟೆ ಮಂಜುನಾಥ್, ಮಾಜಿ ಅಧ್ಯಕ್ಷರಾದ ಎಂ.ಕೆ. ನಂಜುಂಡಯ್ಯ, ತಿಮ್ಮರಾಜು, ಶಿಕ್ಷಣಾಧಿಕಾರಿ ಎಂ.ವಿ.ರಾಜಣ್ಣ, ಕ್ಷೇತ್ರ ಶಿಕ್ಷಣಾಧಿಕಾರಿಗಳು, ಮುಖ್ಯ ಶಿಕ್ಷಕರು ಹಾಗೂ ವಿದ್ಯಾರ್ಥಿಗಳು ಇದ್ದರು. bbox=[1197, 1893, 1463, 2075]
water-col-2: ಅವರ ನಾವುಗಳು ಸಾರ್ವಜನಿಕ ಹಿತದೃಷ್ಟಿ ಯಿಂದ ಯಾವುದೇ ಮುಷ್ಕರದಲ್ಲಿ ಭಾಗಿಯಾಗದೆ ಸಾರ್ವಜನಿಕರಿಗೆ ನೀರು ಸರಬರಾಜು ಸೇವೆಯನ್ನು ಸಲ್ಲಿಸಿಕೊಂಡು ಬಂದಿದ್ದೇವೆ. ನಮ್ಮಗಳ ಸೇವೆಯನ್ನು ಸರ್ಕಾರ ಪರಿಗಣಿಸಿ ಕೂಡಲೇ ನೇರ ನೇಮಕಾತಿಗೆ ಆದೇಶ ಹೊರಡಿಸಬೇಕು. ನಮ್ಮ ಬೇಡಿಕೆ ಈಡೇರುವವರೆಗೂ ನಿರಂತರ ಹೋರಾಟ ನಡೆಸಲಾಗುವುದು. ಸರ್ಕಾರ ಈ ಬಗ್ಗೆ ತುರ್ತು ಕ್ರಮ ಕೈಗೊಳ್ಳಬೇಕು ಎಂದು ಆಗ್ರಹಿಸಿದರು. ಮಾದರಿ ಅಧ್ಯಕ್ಷರಲ್ಲದ ಮುಂದಿನ ತಿಂಗಳ ಆರಂಭದಲ್ಲಿ ರಾಜ್ಯಮಟ್ಟದ ಸಭೆ ನಡೆಸಲಾಗುತ್ತದೆ. bbox=[645, 1595, 867, 1758]
yoga-headline: ಯೋಗಾದಿನಾಚರಣೆಯಲ್ಲಿ ಶಾಲಾ ಮಕ್ಕಳು ಭಾಗವಹಿಸಿ bbox=[46, 1659, 392, 1738]
right-column-rule bbox=[1111, 299, 1112, 1560]
children-headline: ಮಕ್ಕಳನ್ನು ದೇಶದ ಆಸ್ತಿಯನ್ನಾಗಿಸಿ: ಕೆ.ಎನ್.ರಾಜಣ್ಣ bbox=[598, 1829, 1280, 1878]
editor-en: Editor:RAGHU.A.N bbox=[239, 31, 411, 51]
masthead-rule bbox=[30, 293, 1463, 295]
editor-name: ರಘು.ಎ.ಎನ್ bbox=[30, 49, 179, 70]
paper-type: ಕನ್ನಡ ದಿನಪತ್ರಿಕೆ bbox=[72, 198, 137, 213]
masthead bbox=[30, 30, 1513, 284]
liquor-col-1: ತುಮಕೂರು: ಜಿಲ್ಲೆಯಲ್ಲಿ ವಿವಿಧ ಕಾರಣಗಳಿಂದ ಖಾಲಿ ಇರುವ ಗ್ರಾಮ ಪಂಚಾಯಿತಿ ಸದಸ್ಯ ಸ್ಥಾನಗಳಿಗೆ ಮೇ 25ರಂದು ಉಪ ಚುನಾವಣೆ ನಡೆಯಲಿರುವ ಹಿನ್ನೆಲೆಯಲ್ಲಿ ಚುನಾವಣೆ ನಡೆಯಲಿರುವ ಗ್ರಾಮ ಪಂಚಾಯಿತಿ ಕ್ಷೇತ್ರದಲ್ಲಿ ಮದ್ಯ ಮಾರಾಟ ನಿಷೇಧಿಸಿ ಜಿಲ್ಲಾಧಿಕಾರಿ ಹಾಗೂ ಜಿಲ್ಲಾ ದಂಡಾಧಿಕಾರಿ ಶುಭ ಕಲ್ಯಾಣ್ ಆದೇಶ ಹೊರಡಿಸಿದ್ದಾರೆ. ಈ ನಿಷೇಧಾಜ್ಞೆಯು ಮೇ 23ರ ಸಂಜೆ 5 ರಿಂದ 25ರ ಸಂಜೆ 5 ಗಂಟೆಯವರೆಗೆ ಜಾರಿಯಲ್ಲಿರುತ್ತದೆ. ನಿಷೇಧಾಜ್ಞೆಯಲ್ಲಿ ಚುನಾವಣೆ ನಡೆಯಲಿರುವ ಗ್ರಾಮ ಪಂಚಾಯಿತಿ ವ್ಯಾಪ್ತಿಯಲ್ಲಿ ಎಲ್ಲಾ ತರಹದ ಮದ್ಯದಂಗಡಿಯನ್ನು ಮುಚ್ಚಬೇಕು. ಗ್ರಾಮ ಪಂಚಾಯಿತಿ ಸ್ಥಾನಗಳಿಗೆ ಈಗಾಗಲೇ ಅವಿರೋಧವಾಗಿ ಆಯ್ಕೆಯಾಗಿ ಚುನಾವಣೆ ನಡೆಯದಿದ್ದಲ್ಲಿ ಈ ನಿಷೇಧಾಜ್ಞೆ ಅನ್ವಯವಾಗುವುದಿಲ್ಲ ಎಂದು ಆದೇಶ ತಿಳಿಸಿದ್ದಾರೆ. ಉಪ ಚುನಾವಣೆ ನಡೆಯುವ ಗ್ರಾಮ ಪಂಚಾಯಿತಿ ಕ್ಷೇತ್ರಗಳ bbox=[415, 965, 615, 1258]
health-body: ಗುಬ್ಬಿ: ಕೇಂದ್ರ ಸರ್ಕಾರವು ಸಂವಿಧಾನದ ಮೌಲ್ಯಗಳನ್ನು ಅಳವಡಿಸಿಕೊಂಡು ಪ್ರಜಾಪ್ರಭುತ್ವದ ಸ್ವಾಸ್ಥ್ಯ ಕಾಪಾಡಬೇಕು ಎಂದು ಶಾಸಕ ಎಸ್.ಆರ್.ಶ್ರೀನಿವಾಸ್ ತಿಳಿಸಿದರು. ತಾಲೂಕಿನ ನಿಟ್ಟೂರು ಹೋಬಳಿಯ ಹಂಡನಹಳ್ಳಿ ಗ್ರಾಮದಿಂದ ಹರ ವಿಗ್ ಗ್ರಾಮದ ವರೆಗೆ ಸುಮಾರು 31 ಕೋಟಿ ರೂಗಳ ಸಿ.ಸಿ ರಸ್ತೆ ಅಭಿವೃದ್ಧಿ ಕಾಮಗಾರಿಗೆ ಗುದ್ದಲಿ ಪೂಜೆ ನೆರವೇರಿಸಿ ನಂತರ ಮಾತನಾಡಿದ ಅವರು, ಕೇಂದ್ರ ಸರ್ಕಾರವು ವಿರೋಧ ಪಕ್ಷಗಳನ್ನು ಗುರಿಯಾಗಿಟ್ಟುಕೊಂಡು ಇಡಿ ದಾಳಿ ನಡೆಸುತ್ತಿದೆ. ಇಡಿ ದಾಳಿಗಳ ರಾಜಕೀಯ ಪ್ರೇರಿತವಾಗಿದ್ದು ವಿರೋಧ ಪಕ್ಷದ ಧ್ವನಿ ನಾಶಪಡಿಸಲು ಯತ್ನಿಸುತ್ತಿರುವುದು ಸರಿಯಲ್ಲ. ತಾಲ್ಲೂಕಿನಲ್ಲಿ ಜನ ಚೆಟಿಯಾಗುವವರೆಗೂ ಸಂಪೂರ್ಣ ಹೆಚ್ಚಳವಾಗಿದ್ದು ಅದನ್ನು ಇಲಾಖೆ ಅಧಿಕಾರಿಗಳು ಕಠಿಣ ಕ್ರಮ ಕೈಗೊಂಡಿದ್ದಾರೆ. ನೂರಕ್ಕಿಂತಲೂ ಹೆಚ್ಚು ಕಾಮಗಾರಿಗಳು ನಡೆಯುತ್ತಿವೆ. ಇನ್ನೂ ಸುಮಾರು 50 ಕೋಟಿ ರೂ ಅನುದಾನ ಬಿಡುಗಡೆಯಾಗಲಿದೆ ಎಂದು ತಿಳಿಸಿದರು. ಈ ಸಂದರ್ಭದಲ್ಲಿ ಪಿ.ಎಲ್.ಡಿ ಬ್ಯಾಂಕ್ ಅಧ್ಯಕ್ಷ, ಪರಮಶಿವಯ್ಯ, ದೊಡ್ಡ ಗುಣಿ ಪಿಡಿಒ, ರಂಗಸ್ವಾಮಿ, ಗುತ್ತಿಗೆದಾರ ಸತೀಶ್, ಮುಖಂಡರಾದ ಕೃಷ್ಣಪ್ಪ, ಪಟ್ಟ ರಾಜು, ಶಿವಣ್ಣ, ನಾಗರಾಜು, ಶಶಿಧರ್, ಅರವಿಂದ್ ಈಶ್ವರಯ್ಯ, ರಮೇಶ್, ಮುಖಂಡರು ಸೇರಿದಂತೆ ಇನ್ನಿತರರು ಹಾಜರಿದ್ದರು. bbox=[1120, 601, 1463, 838]
water-col-3: ಕೈಗೊಳ್ಳಬೇಕಾಗಿರುತ್ತದೆ. ಆದ್ದರಿಂದ ತಾವುಗಳು ಈ ಕೂಡಲೇ ಆದ್ಯತೆ ಮಾಡಿಕೊಡಬೇಕೆಂದು ತಮ್ಮ ಈ ಮೂಲಕ ಪ್ರಾರ್ಥಿಸುತ್ತಿದ್ದೇವೆ. ಕಾರ್ಮಿಕರ ಬದುಕಿನ ಪ್ರಶ್ನೆಯಾಗಿದ್ದು ಸರ್ಕಾರ ಸಕಾರಾತ್ಮಕವಾಗಿ ಸ್ಪಂದಿಸಬೇಕು. ಈ ಸಂದರ್ಭದಲ್ಲಿ ಅಧ್ಯಕ್ಷರು, ನರಸಿಂಹ, ಮುನಿಗೋಪಾಲ, ದೇವರಾಜು, ನಟರಾಜು, ಮುರಳೀ, ಶಿವಕುಮಾರ್, ದೇವರಾಜು, ಲಿಂಗರಾಜು, ಸುಂದರೇಶ್, ವೆಂಕಟೇಶ್, ಅನ್ವರ್, ರಂಗಸ್ವಾಮಿ, ತಿಮ್ಮರಾಜು, ಉತ್ತರಾಯಿದ್ದರು. bbox=[878, 1595, 1103, 1739]
yoga-right-rule bbox=[409, 1823, 411, 2357]
